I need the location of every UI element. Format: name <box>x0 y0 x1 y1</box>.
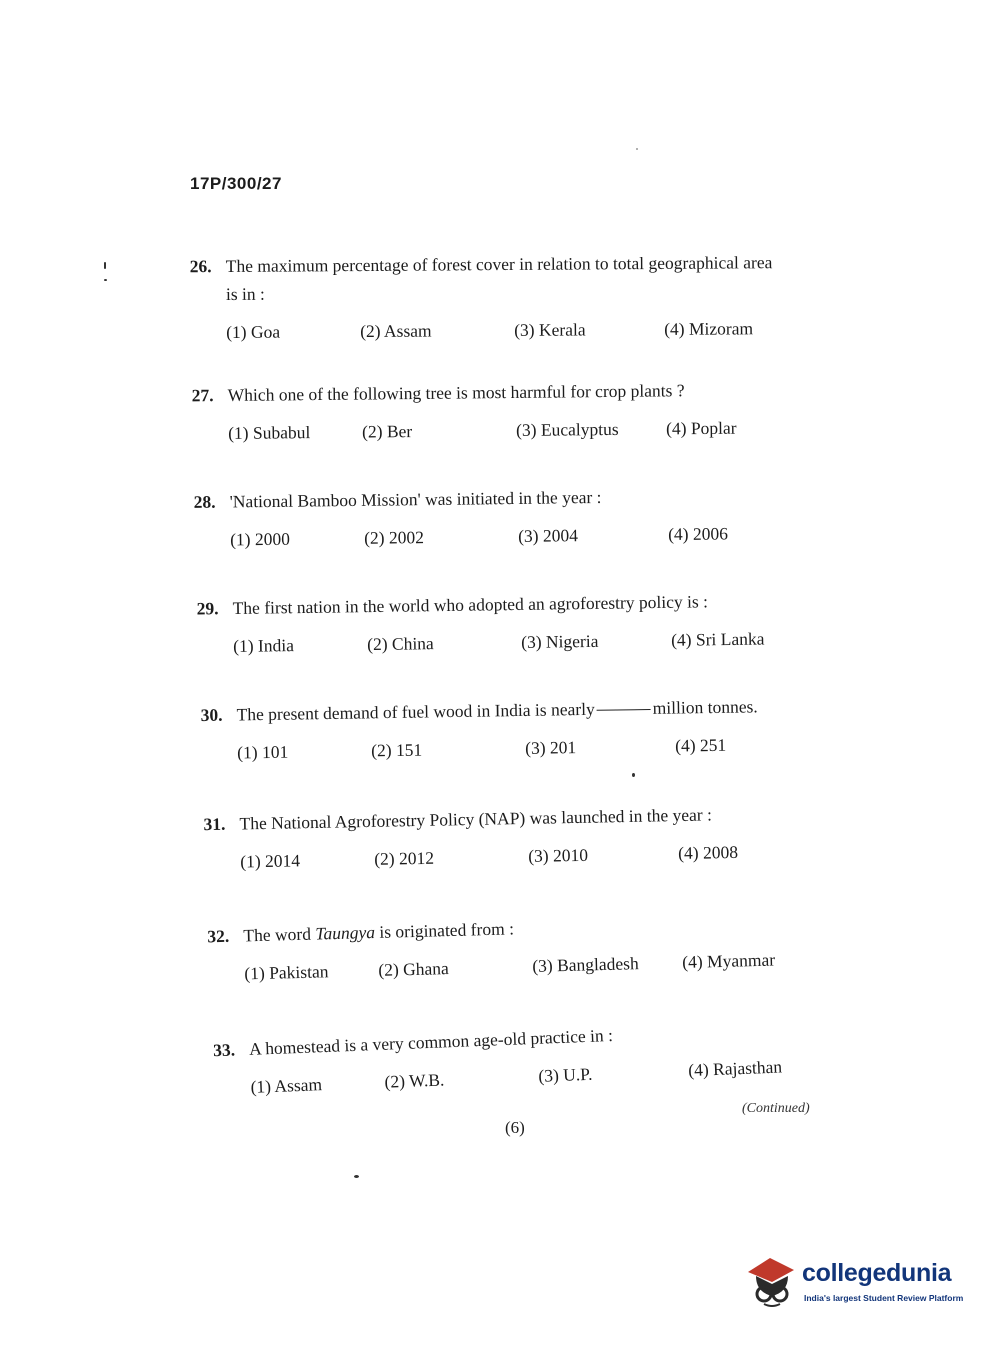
question-26 <box>190 248 831 362</box>
scan-speck <box>354 1175 359 1178</box>
question-text: A homestead is a very common age-old practice in : <box>248 1024 614 1059</box>
question-30 <box>200 691 841 783</box>
question-number: 30. <box>200 704 223 726</box>
option-2: (2) 151 <box>371 739 423 761</box>
option-3: (3) 2004 <box>518 525 579 546</box>
options <box>201 733 842 783</box>
options <box>197 628 837 677</box>
question-number: 29. <box>196 598 219 619</box>
question-number: 33. <box>212 1039 236 1061</box>
question-32 <box>207 906 849 1005</box>
option-1: (1) 101 <box>237 741 289 763</box>
option-1: (1) 2000 <box>230 528 291 550</box>
option-3: (3) Bangladesh <box>532 953 639 976</box>
option-4: (4) 2006 <box>668 523 729 545</box>
option-1: (1) India <box>233 635 295 656</box>
option-2: (2) Ber <box>362 421 413 442</box>
italic-term: Taungya <box>315 922 376 944</box>
option-1: (1) Goa <box>226 321 281 342</box>
question-27 <box>192 375 833 464</box>
option-2: (2) China <box>367 633 434 655</box>
question-text-continued: is in : <box>225 283 265 304</box>
scan-speck <box>104 262 106 269</box>
paper-code: 17P/300/27 <box>190 174 282 193</box>
option-1: (1) Pakistan <box>244 961 329 984</box>
option-4: (4) Rajasthan <box>687 1056 783 1081</box>
question-31 <box>203 798 844 892</box>
option-4: (4) Mizoram <box>664 318 754 339</box>
brand-watermark <box>742 1250 972 1310</box>
options <box>204 840 845 892</box>
question-text-after-term: is originated from : <box>379 918 515 942</box>
continued-label: (Continued) <box>742 1101 810 1116</box>
option-4: (4) Poplar <box>666 417 737 439</box>
question-text-after-blank: million tonnes. <box>652 696 758 718</box>
option-2: (2) 2002 <box>364 527 425 548</box>
question-number: 31. <box>203 813 226 835</box>
options <box>192 417 832 464</box>
question-text: The present demand of fuel wood in India is nearly <box>236 698 595 725</box>
option-2: (2) Assam <box>360 320 432 342</box>
question-text: Which one of the following tree is most harmful for crop plants ? <box>227 380 685 405</box>
scan-speck <box>632 773 635 777</box>
option-1: (1) 2014 <box>240 850 301 872</box>
question-text: The maximum percentage of forest cover in relation to total geographical area <box>225 252 773 276</box>
option-4: (4) Sri Lanka <box>670 628 765 650</box>
option-3: (3) U.P. <box>538 1063 593 1086</box>
options <box>194 522 834 570</box>
option-1: (1) Assam <box>250 1074 323 1097</box>
question-number: 28. <box>193 491 216 512</box>
option-3: (3) 2010 <box>528 844 589 866</box>
question-28 <box>194 480 835 570</box>
option-4: (4) 2008 <box>677 841 739 864</box>
question-text: The National Agroforestry Policy (NAP) was launched in the year : <box>239 804 713 834</box>
scan-speck <box>636 148 638 150</box>
scan-speck <box>104 279 107 281</box>
page-number: (6) <box>505 1118 525 1137</box>
question-text: The word <box>243 923 312 946</box>
question-text: 'National Bamboo Mission' was initiated in the year : <box>229 486 602 512</box>
question-text: The first nation in the world who adopted an agroforestry policy is : <box>232 591 709 618</box>
collegedunia-logo-icon <box>742 1250 800 1310</box>
brand-name: collegedunia <box>802 1259 952 1287</box>
question-29 <box>196 586 837 677</box>
option-2: (2) W.B. <box>384 1069 445 1092</box>
question-number: 26. <box>189 256 212 277</box>
option-3: (3) Eucalyptus <box>516 418 619 440</box>
option-4: (4) 251 <box>674 734 727 756</box>
question-number: 32. <box>207 925 230 947</box>
option-2: (2) 2012 <box>374 847 435 869</box>
option-3: (3) Kerala <box>514 319 586 340</box>
fill-in-blank <box>597 709 651 711</box>
option-4: (4) Myanmar <box>681 949 776 972</box>
option-3: (3) 201 <box>525 737 577 758</box>
option-3: (3) Nigeria <box>521 630 599 652</box>
option-1: (1) Subabul <box>228 422 311 443</box>
option-2: (2) Ghana <box>378 958 450 980</box>
question-number: 27. <box>191 385 214 406</box>
brand-tagline: India's largest Student Review Platform <box>804 1293 964 1303</box>
options <box>190 318 830 362</box>
options <box>208 948 849 1005</box>
